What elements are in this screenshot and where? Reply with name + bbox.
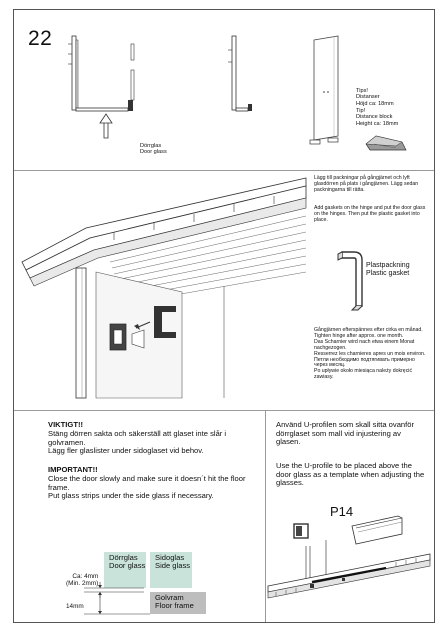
door-glass-label: Dörrglas Door glass <box>140 143 167 156</box>
gap-dimension-lines <box>44 580 154 620</box>
hinge-instructions-en: Add gaskets on the hinge and put the door glass on the hinges. Then put the plastic gasket into place. <box>314 205 426 223</box>
hinge-instructions-sv: Lägg till packningar på gångjärnet och lyft glasdörren på plats i gångjärnen. Lägg sedan packningarna till rätta. <box>314 175 419 193</box>
distance-tip-sv: Tips! Distanser Höjd ca: 18mm <box>356 88 394 107</box>
page-number: 22 <box>28 27 53 50</box>
door-glass-box-label: Dörrglas Door glass <box>109 553 146 571</box>
distance-tip-en: Tip! Distance block Height ca: 18mm <box>356 108 399 127</box>
uprofile-text-en: Use the U-profile to be placed above the door glass as a template when adjusting the glasses. <box>276 461 425 488</box>
frame-height-label: 14mm <box>66 603 84 610</box>
instruction-page <box>13 9 435 623</box>
door-glass-profile-illustration <box>64 30 264 130</box>
important-en-title: IMPORTANT!! <box>48 465 98 474</box>
cabin-hinge-illustration <box>14 172 314 402</box>
section-divider-1 <box>14 170 434 171</box>
hinge-tighten-note: Gångjärnen efterspännes efter cirka en månad. Tighten hinge after approx. one month. Das Scharnier wird nach etwa einem Monat nachgezogen. Resserrez les charnieres apres un mois environ. Петли необходимо подтягивать примерно через месяц. Po upływie około miesiąca należy dokręcić zawiasy. <box>314 327 426 381</box>
gap-label: Ca: 4mm (Min. 2mm) <box>66 573 99 588</box>
side-glass-box <box>150 552 192 588</box>
floor-frame-box <box>150 592 206 614</box>
plastic-gasket-icon <box>332 248 372 312</box>
part-label: P14 <box>330 504 354 519</box>
side-glass-box-label: Sidoglas Side glass <box>155 553 191 571</box>
uprofile-text-sv: Använd U-profilen som skall sitta ovanför dörrglaset som mall vid injustering av glasen. <box>276 420 415 447</box>
important-en-text: Close the door slowly and make sure it doesn´t hit the floor frame. Put glass strips under the side glass if necessary. <box>48 474 246 501</box>
important-sv-title: VIKTIGT!! <box>48 420 84 429</box>
uprofile-illustration <box>266 500 434 622</box>
important-sv-text: Stäng dörren sakta och säkerställ att glaset inte slår i golvramen. Lägg fler glaslister under sidoglaset vid behov. <box>48 429 227 456</box>
floor-frame-box-label: Golvram Floor frame <box>155 593 194 611</box>
plastic-gasket-label: Plastpackning Plastic gasket <box>366 262 410 277</box>
section-divider-2 <box>14 410 434 411</box>
